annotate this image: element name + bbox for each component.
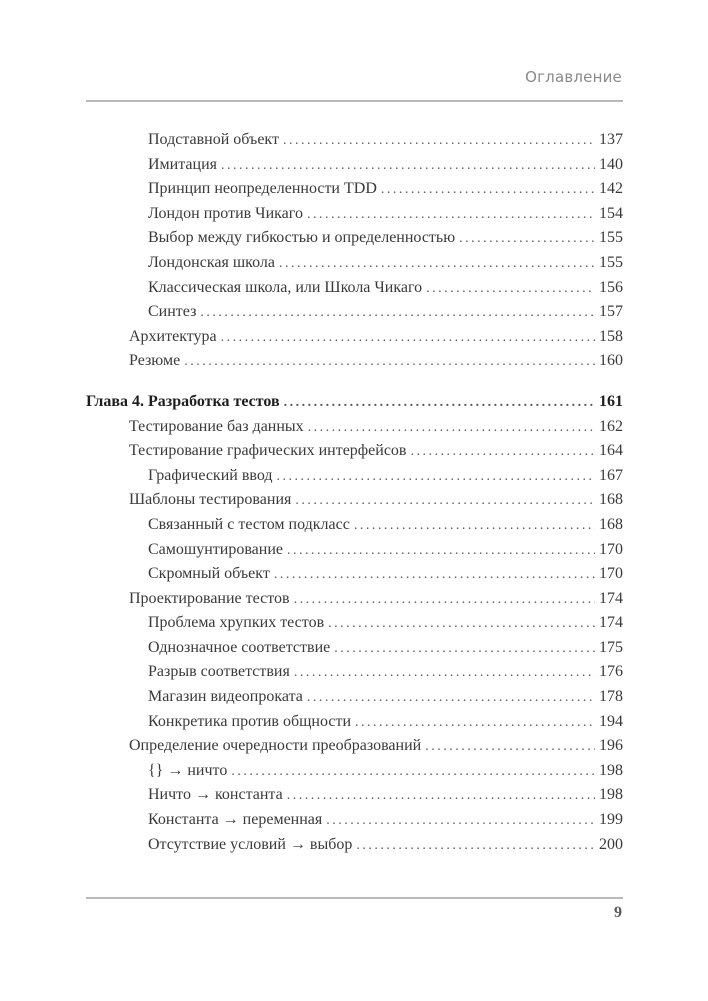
toc-entry-page: 198 (599, 786, 623, 804)
toc-entry-page: 164 (599, 442, 623, 460)
dot-leader (294, 588, 595, 613)
header-rule (86, 100, 623, 102)
toc-entry[interactable] (86, 710, 623, 735)
toc-entry-title: Проблема хрупких тестов (148, 614, 325, 632)
toc-entry-title: Проектирование тестов (129, 589, 290, 607)
dot-leader (279, 252, 595, 277)
toc-entry-title: Архитектура (129, 327, 217, 345)
toc-entry-page: 200 (599, 835, 623, 853)
dot-leader (326, 809, 595, 834)
toc-entry-page: 137 (599, 131, 623, 148)
toc-chapter-title: Глава 4. Разработка тестов (86, 392, 280, 410)
toc-entry-page: 155 (599, 229, 623, 247)
toc-entry-page: 176 (599, 663, 623, 681)
toc-entry-title: Отсутствие условий → выбор (148, 835, 353, 853)
toc-entry-page: 170 (599, 565, 623, 583)
toc-entry-title: Резюме (129, 352, 181, 370)
toc-entry-page: 161 (599, 392, 623, 410)
dot-leader (294, 661, 595, 686)
dot-leader (283, 129, 595, 154)
toc-entry-title: Синтез (148, 303, 197, 321)
dot-leader (355, 711, 595, 736)
toc-entry-title: Имитация (148, 155, 218, 173)
toc-entry-title: Лондон против Чикаго (148, 204, 303, 222)
toc-entry[interactable] (86, 349, 623, 374)
dot-leader (308, 416, 595, 441)
dot-leader (307, 686, 595, 711)
toc-entry-title: Принцип неопределенности TDD (148, 180, 377, 198)
toc-entry-title: Подставной объект (148, 131, 279, 148)
toc-entry[interactable] (86, 636, 623, 661)
table-of-contents (86, 128, 623, 857)
toc-entry-page: 155 (599, 253, 623, 271)
toc-entry-page: 158 (599, 327, 623, 345)
toc-entry-page: 194 (599, 712, 623, 730)
toc-entry-page: 174 (599, 614, 623, 632)
running-head: Оглавление (525, 68, 622, 86)
dot-leader (328, 612, 595, 637)
toc-entry-page: 174 (599, 589, 623, 607)
toc-entry-title: {} → ничто (148, 761, 228, 779)
toc-entry[interactable] (86, 833, 623, 858)
dot-leader (284, 391, 595, 416)
toc-entry-title: Ничто → константа (148, 786, 283, 804)
toc-entry-title: Конкретика против общности (148, 712, 352, 730)
toc-entry[interactable] (86, 276, 623, 301)
toc-entry-title: Выбор между гибкостью и определенностью (148, 229, 456, 247)
dot-leader (287, 784, 595, 809)
dot-leader (459, 227, 595, 252)
toc-entry-page: 157 (599, 303, 623, 321)
toc-entry-page: 196 (599, 737, 623, 755)
dot-leader (356, 834, 595, 859)
toc-entry-title: Разрыв соответствия (148, 663, 290, 681)
dot-leader (426, 277, 595, 302)
toc-entry[interactable] (86, 685, 623, 710)
toc-entry-title: Константа → переменная (148, 811, 323, 829)
dot-leader (354, 514, 595, 539)
dot-leader (274, 563, 595, 588)
toc-entry[interactable] (86, 759, 623, 784)
toc-entry[interactable] (86, 538, 623, 563)
toc-entry-title: Графический ввод (148, 466, 273, 484)
toc-entry[interactable] (86, 783, 623, 808)
dot-leader (425, 735, 595, 760)
toc-entry-title: Тестирование графических интерфейсов (129, 442, 407, 460)
dot-leader (184, 350, 595, 375)
toc-entry-page: 167 (599, 466, 623, 484)
toc-entry-page: 162 (599, 417, 623, 435)
toc-entry[interactable] (86, 587, 623, 612)
toc-entry-page: 199 (599, 811, 623, 829)
toc-entry-page: 168 (599, 515, 623, 533)
toc-entry-title: Определение очередности преобразований (129, 737, 422, 755)
footer-rule (86, 897, 623, 899)
toc-entry-page: 156 (599, 278, 623, 296)
toc-entry[interactable] (86, 611, 623, 636)
toc-entry-title: Однозначное соответствие (148, 638, 331, 656)
dot-leader (410, 440, 595, 465)
toc-entry[interactable] (86, 562, 623, 587)
dot-leader (381, 178, 595, 203)
dot-leader (295, 489, 595, 514)
toc-entry-title: Связанный с тестом подкласс (148, 515, 350, 533)
toc-entry[interactable] (86, 439, 623, 464)
dot-leader (200, 301, 595, 326)
toc-entry-page: 160 (599, 352, 623, 370)
toc-entry-page: 140 (599, 155, 623, 173)
toc-entry-page: 170 (599, 540, 623, 558)
toc-entry-page: 168 (599, 491, 623, 509)
toc-entry-page: 142 (599, 180, 623, 198)
toc-entry[interactable] (86, 808, 623, 833)
toc-entry-title: Магазин видеопроката (148, 688, 303, 706)
dot-leader (221, 154, 595, 179)
dot-leader (221, 326, 595, 351)
toc-entry[interactable] (86, 464, 623, 489)
toc-entry[interactable] (86, 202, 623, 227)
toc-entry[interactable] (86, 128, 623, 153)
toc-entry-page: 178 (599, 688, 623, 706)
toc-entry[interactable] (86, 513, 623, 538)
toc-entry[interactable] (86, 488, 623, 513)
toc-entry-page: 154 (599, 204, 623, 222)
toc-entry[interactable] (86, 325, 623, 350)
toc-entry[interactable] (86, 415, 623, 440)
dot-leader (277, 465, 596, 490)
toc-chapter-entry[interactable] (86, 390, 623, 415)
dot-leader (287, 539, 595, 564)
toc-entry[interactable] (86, 153, 623, 178)
page-number: 9 (614, 904, 622, 921)
toc-entry[interactable] (86, 251, 623, 276)
dot-leader (231, 760, 595, 785)
toc-entry[interactable] (86, 660, 623, 685)
toc-entry[interactable] (86, 177, 623, 202)
toc-entry[interactable] (86, 300, 623, 325)
toc-entry[interactable] (86, 734, 623, 759)
toc-entry-title: Скромный объект (148, 565, 270, 583)
toc-entry-page: 175 (599, 638, 623, 656)
toc-entry-page: 198 (599, 761, 623, 779)
toc-entry-title: Классическая школа, или Школа Чикаго (148, 278, 423, 296)
dot-leader (307, 203, 595, 228)
dot-leader (334, 637, 595, 662)
toc-entry-title: Лондонская школа (148, 253, 275, 271)
toc-entry[interactable] (86, 226, 623, 251)
toc-entry-title: Тестирование баз данных (129, 417, 304, 435)
toc-entry-title: Шаблоны тестирования (129, 491, 292, 509)
toc-entry-title: Самошунтирование (148, 540, 284, 558)
